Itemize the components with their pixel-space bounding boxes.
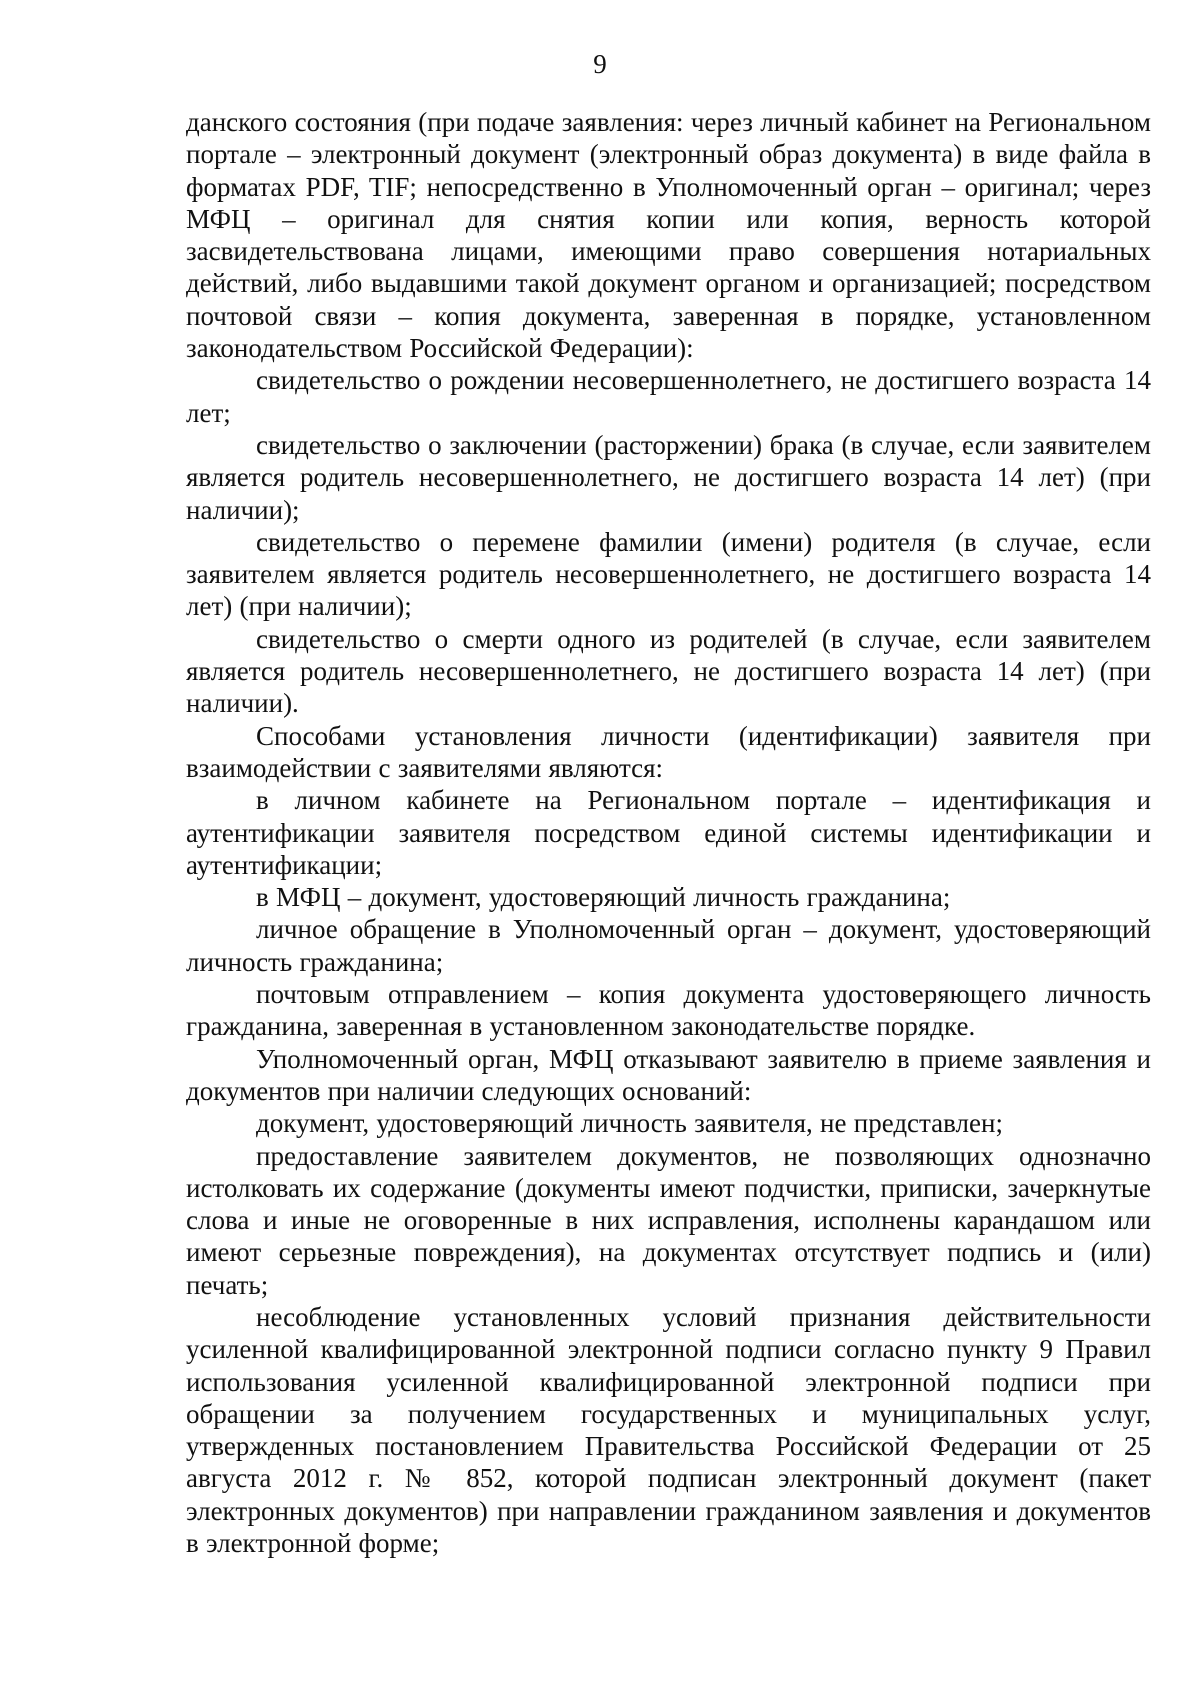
paragraph: свидетельство о смерти одного из родителей (в случае, если заявителем является родитель несовершеннолетнего, не достигшего возраста 14 лет) (при наличии). (186, 623, 1151, 719)
paragraph: свидетельство о заключении (расторжении) брака (в случае, если заявителем является родитель несовершеннолетнего, не достигшего возраста 14 лет) (при наличии); (186, 429, 1151, 525)
paragraph: в личном кабинете на Региональном портале – идентификация и аутентификации заявителя посредством единой системы идентификации и аутентификации; (186, 785, 1151, 880)
page-number: 9 (593, 49, 607, 79)
paragraph: почтовым отправлением – копия документа удостоверяющего личность гражданина, заверенная в установленном законодательстве порядке. (186, 979, 1151, 1042)
paragraph: Способами установления личности (идентификации) заявителя при взаимодействии с заявителями являются: (186, 720, 1151, 783)
paragraph: данского состояния (при подаче заявления: через личный кабинет на Региональном портале – электронный документ (электронный образ документа) в виде файла в форматах PDF, TIF; непосредственно в Уполномоченный орган – оригинал; через МФЦ – оригинал для снятия копии или копия, верность которой засвидетельствована лицами, имеющими право совершения нотариальных действий, либо выдавшими такой документ органом и организацией; посредством почтовой связи – копия документа, заверенная в порядке, установленном законодательством Российской Федерации): (186, 107, 1151, 364)
paragraph: Уполномоченный орган, МФЦ отказывают заявителю в приеме заявления и документов при наличии следующих оснований: (186, 1043, 1151, 1106)
paragraph: документ, удостоверяющий личность заявителя, не представлен; (256, 1108, 1003, 1139)
paragraph: личное обращение в Уполномоченный орган – документ, удостоверяющий личность гражданина; (186, 914, 1151, 977)
paragraph: в МФЦ – документ, удостоверяющий личность гражданина; (256, 882, 951, 913)
paragraph: свидетельство о рождении несовершеннолетнего, не достигшего возраста 14 лет; (186, 365, 1151, 428)
paragraph: несоблюдение установленных условий признания действительности усиленной квалифицированной электронной подписи согласно пункту 9 Правил использования усиленной квалифицированной электронной подписи при обращении за получением государственных и муниципальных услуг, утвержденных постановлением Правительства Российской Федерации от 25 августа 2012 г. № 852, которой подписан электронный документ (пакет электронных документов) при направлении гражданином заявления и документов в электронной форме; (186, 1301, 1151, 1559)
paragraph: предоставление заявителем документов, не позволяющих однозначно истолковать их содержание (документы имеют подчистки, приписки, зачеркнутые слова и иные не оговоренные в них исправления, исполнены карандашом или имеют серьезные повреждения), на документах отсутствует подпись и (или) печать; (186, 1140, 1151, 1300)
document-body (186, 106, 1151, 1559)
paragraph: свидетельство о перемене фамилии (имени) родителя (в случае, если заявителем является родитель несовершеннолетнего, не достигшего возраста 14 лет) (при наличии); (186, 526, 1151, 622)
